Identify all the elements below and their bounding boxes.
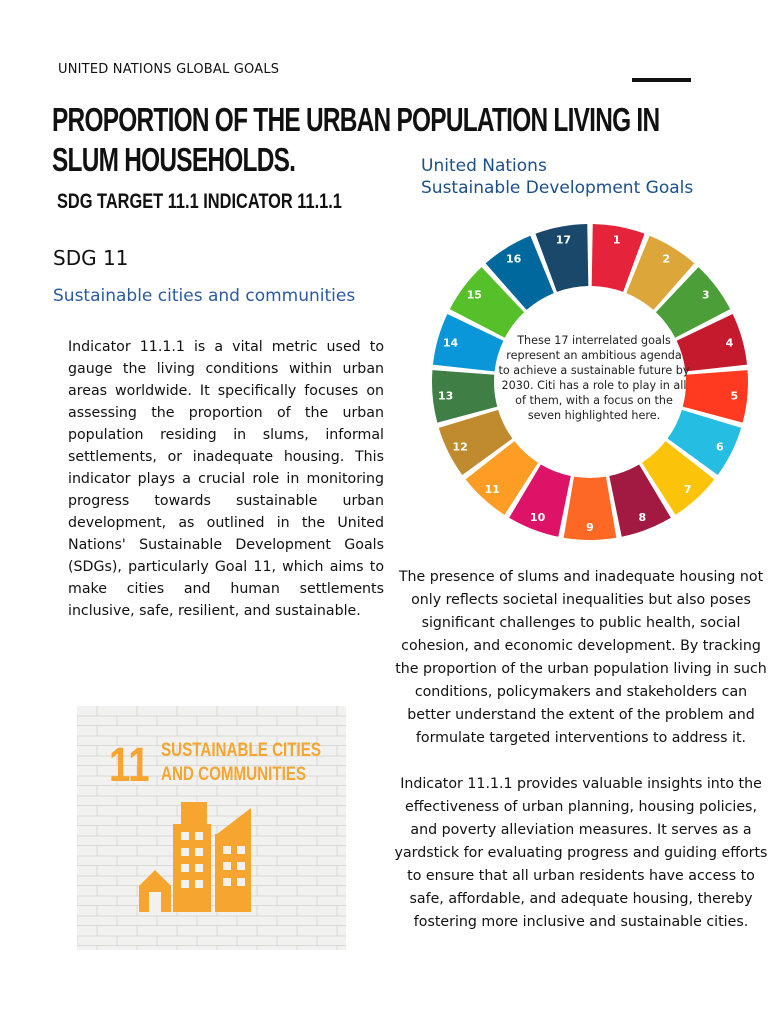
body-paragraph-left: Indicator 11.1.1 is a vital metric used to gauge the living conditions within urban areas worldwide. It specifically focuses on assessing the proportion of the urban population residing in slums, informal settlements, or inadequate housing. This indicator plays a crucial role in monitoring progress towards sustainable urban development, as outlined in the United Nations' Sustainable Development Goals (SDGs), particularly Goal 11, which aims to make cities and human settlements inclusive, safe, resilient, and sustainable. xyxy=(68,339,384,619)
goal-11-line2: AND COMMUNITIES xyxy=(161,762,307,785)
sdg-goal-number-7: 7 xyxy=(683,483,692,497)
sdg-goal-number-9: 9 xyxy=(586,521,594,534)
body-paragraph-1: The presence of slums and inadequate housing not only reflects societal inequalities but also poses significant challenges to public health, social cohesion, and economic development. By tracking the proportion of the urban population living in such conditions, policymakers and stakeholders can better understand the extent of the problem and formulate targeted interventions to address it. xyxy=(395,569,767,746)
page-subtitle: SDG TARGET 11.1 INDICATOR 11.1.1 xyxy=(57,190,342,213)
sdg-goal-number-13: 13 xyxy=(437,389,454,403)
wheel-center-text-line: to achieve a sustainable future by xyxy=(498,364,690,377)
goal-11-number: 11 xyxy=(109,739,150,793)
sdg-goal-number-16: 16 xyxy=(506,252,522,266)
sdg-label: SDG 11 xyxy=(53,246,129,270)
body-paragraph-2: Indicator 11.1.1 provides valuable insights into the effectiveness of urban planning, housing policies, and poverty alleviation measures. It serves as a yardstick for evaluating progress and guiding efforts to ensure that all urban residents have access to safe, affordable, and adequate housing, thereby fostering more inclusive and sustainable cities. xyxy=(394,776,768,930)
sdg-goal-number-3: 3 xyxy=(701,288,710,302)
sdg-goal-number-12: 12 xyxy=(452,440,468,454)
sdg-goal-number-14: 14 xyxy=(442,336,459,350)
wheel-center-text-line: These 17 interrelated goals xyxy=(517,334,671,347)
sdg-name: Sustainable cities and communities xyxy=(53,286,356,306)
sdg-goal-number-15: 15 xyxy=(466,288,482,302)
sdg-goal-number-6: 6 xyxy=(715,440,724,454)
wheel-center-text-line: represent an ambitious agenda xyxy=(506,349,682,362)
sdg-goal-number-5: 5 xyxy=(730,389,739,403)
goal-11-line1: SUSTAINABLE CITIES xyxy=(161,738,322,761)
sdg-goal-number-10: 10 xyxy=(529,511,546,525)
sdg-goal-number-1: 1 xyxy=(612,233,621,247)
section-kicker: UNITED NATIONS GLOBAL GOALS xyxy=(58,62,280,77)
infographic-title-line1: United Nations xyxy=(421,156,547,176)
sdg-wheel xyxy=(412,222,768,552)
goal-11-image xyxy=(77,706,346,950)
wheel-center-text-line: of them, with a focus on the xyxy=(515,394,673,407)
sdg-goal-number-2: 2 xyxy=(662,252,671,266)
wheel-center-text-line: 2030. Citi has a role to play in all xyxy=(501,379,687,392)
sdg-goal-number-8: 8 xyxy=(638,511,647,525)
header-rule xyxy=(632,78,691,82)
infographic-title-line2: Sustainable Development Goals xyxy=(421,178,694,198)
sdg-goal-number-11: 11 xyxy=(484,483,500,497)
body-text-right xyxy=(394,566,768,957)
sdg-goal-number-17: 17 xyxy=(555,233,572,247)
wheel-center-text-line: seven highlighted here. xyxy=(527,409,661,422)
infographic-title xyxy=(421,155,693,199)
page-title: PROPORTION OF THE URBAN POPULATION LIVING IN SLUM HOUSEHOLDS. xyxy=(52,101,660,178)
sdg-goal-number-4: 4 xyxy=(725,336,734,350)
